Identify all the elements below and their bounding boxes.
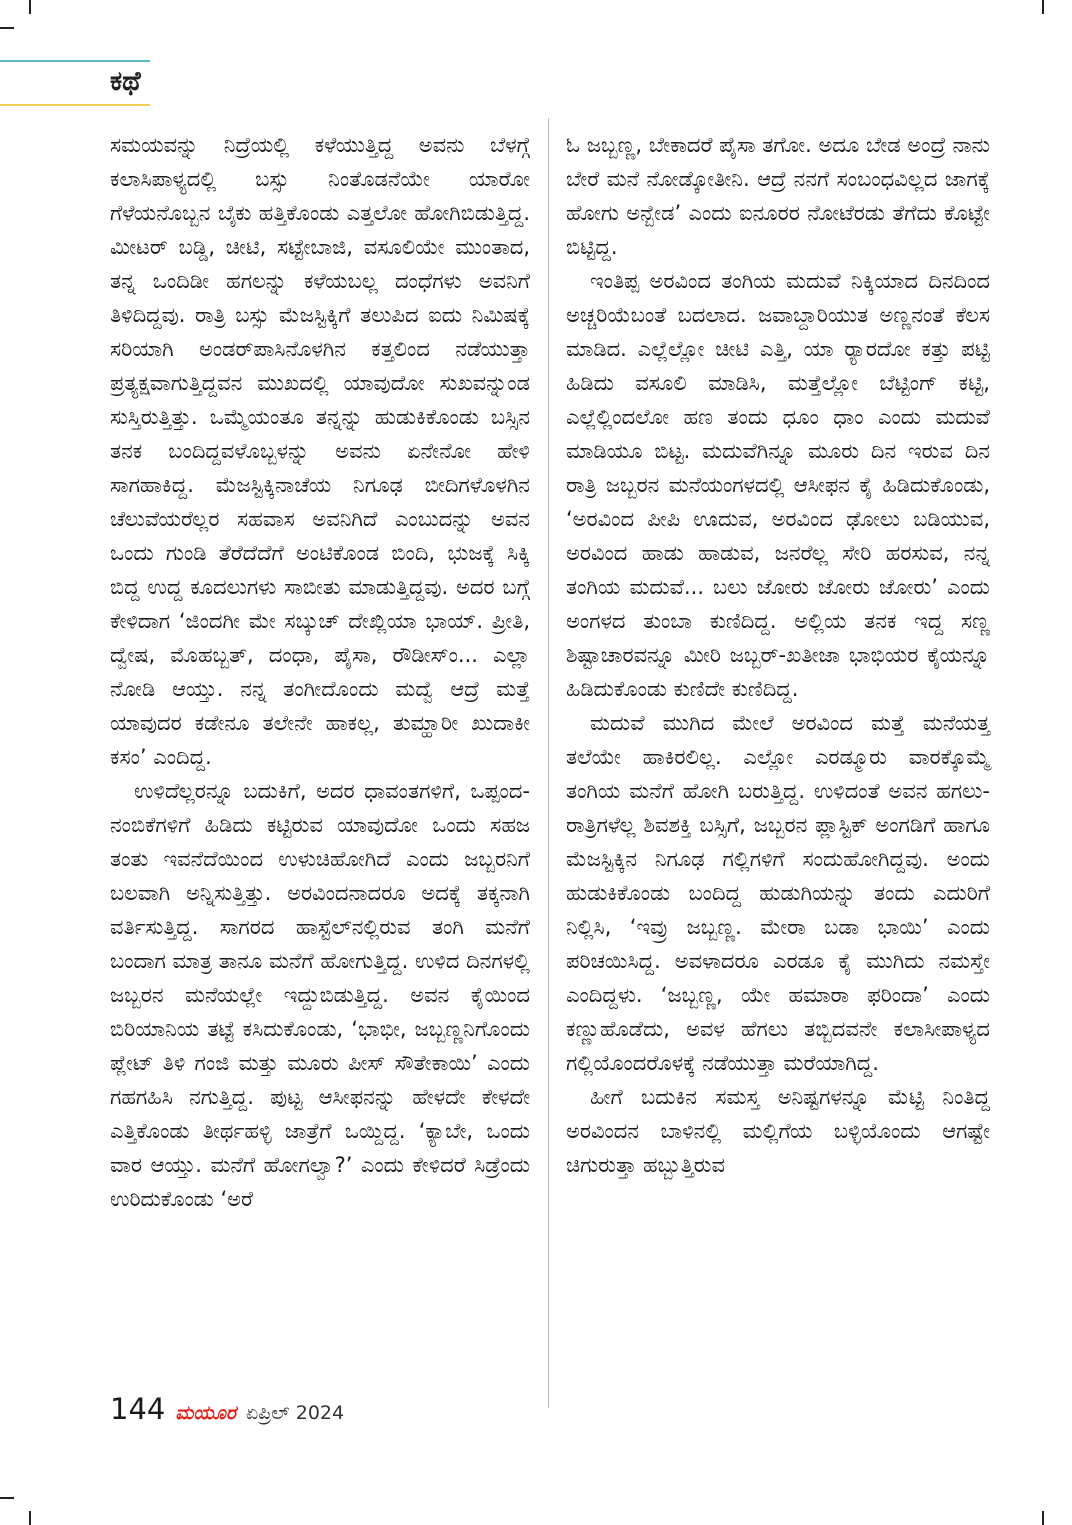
paragraph: ಸಮಯವನ್ನು ನಿದ್ರೆಯಲ್ಲಿ ಕಳೆಯುತ್ತಿದ್ದ ಅವನು ಬೆಳಗ್ಗೆ ಕಲಾಸಿಪಾಳ್ಯದಲ್ಲಿ ಬಸ್ಸು ನಿಂತೊಡನೆಯೇ ಯಾರೋ ಗೆಳೆಯನೊಬ್ಬನ ಬೈಕು ಹತ್ತಿಕೊಂಡು ಎತ್ತಲೋ ಹೋಗಿಬಿಡುತ್ತಿದ್ದ. ಮೀಟರ್ ಬಡ್ಡಿ, ಚೀಟಿ, ಸಟ್ಟೇಬಾಜಿ, ವಸೂಲಿಯೇ ಮುಂತಾದ, ತನ್ನ ಒಂದಿಡೀ ಹಗಲನ್ನು ಕಳೆಯಬಲ್ಲ ದಂಧೆಗಳು ಅವನಿಗೆ ತಿಳಿದಿದ್ದವು. ರಾತ್ರಿ ಬಸ್ಸು ಮೆಜಸ್ಟಿಕ್ಕಿಗೆ ತಲುಪಿದ ಐದು ನಿಮಿಷಕ್ಕೆ ಸರಿಯಾಗಿ ಅಂಡರ್‌ಪಾಸಿನೊಳಗಿನ ಕತ್ತಲಿಂದ ನಡೆಯುತ್ತಾ ಪ್ರತ್ಯಕ್ಷವಾಗುತ್ತಿದ್ದವನ ಮುಖದಲ್ಲಿ ಯಾವುದೋ ಸುಖವನ್ನುಂಡ ಸುಸ್ತಿರುತ್ತಿತ್ತು. ಒಮ್ಮೆಯಂತೂ ತನ್ನನ್ನು ಹುಡುಕಿಕೊಂಡು ಬಸ್ಸಿನ ತನಕ ಬಂದಿದ್ದವಳೊಬ್ಬಳನ್ನು ಅವನು ಏನೇನೋ ಹೇಳಿ ಸಾಗಹಾಕಿದ್ದ. ಮೆಜಸ್ಟಿಕ್ಕಿನಾಚೆಯ ನಿಗೂಢ ಬೀದಿಗಳೊಳಗಿನ ಚೆಲುವೆಯರೆಲ್ಲರ ಸಹವಾಸ ಅವನಿಗಿದೆ ಎಂಬುದನ್ನು ಅವನ ಒಂದು ಗುಂಡಿ ತೆರೆದೆದೆಗೆ ಅಂಟಿಕೊಂಡ ಬಿಂದಿ, ಭುಜಕ್ಕೆ ಸಿಕ್ಕಿ ಬಿದ್ದ ಉದ್ದ ಕೂದಲುಗಳು ಸಾಬೀತು ಮಾಡುತ್ತಿದ್ದವು. ಅದರ ಬಗ್ಗೆ ಕೇಳಿದಾಗ ‘ಜಿಂದಗೀ ಮೇ ಸಬ್ಕುಚ್ ದೇಖ್ಲಿಯಾ ಭಾಯ್. ಪ್ರೀತಿ, ದ್ವೇಷ, ಮೊಹಬ್ಬತ್, ದಂಧಾ, ಪೈಸಾ, ರೌಡೀಸ್ಂ... ಎಲ್ಲಾ ನೋಡಿ ಆಯ್ತು. ನನ್ನ ತಂಗೀದೊಂದು ಮದ್ವೆ ಆದ್ರೆ ಮತ್ತೆ ಯಾವುದರ ಕಡೇನೂ ತಲೇನೇ ಹಾಕಲ್ಲ, ತುಮ್ಹಾರೀ ಖುದಾಕೀ ಕಸಂ’ ಎಂದಿದ್ದ. [110,133,530,769]
article-column-right [566,128,990,1182]
section-accent-rule-bottom [0,104,150,106]
paragraph: ಇಂತಿಪ್ಪ ಅರವಿಂದ ತಂಗಿಯ ಮದುವೆ ನಿಕ್ಕಿಯಾದ ದಿನದಿಂದ ಅಚ್ಚರಿಯೆಬಂತೆ ಬದಲಾದ. ಜವಾಬ್ದಾರಿಯುತ ಅಣ್ಣನಂತೆ ಕೆಲಸ ಮಾಡಿದ. ಎಲ್ಲೆಲ್ಲೋ ಚೀಟಿ ಎತ್ತಿ, ಯಾ ರ್‍ಯಾರದೋ ಕತ್ತು ಪಟ್ಟಿ ಹಿಡಿದು ವಸೂಲಿ ಮಾಡಿಸಿ, ಮತ್ತೆಲ್ಲೋ ಬೆಟ್ಟಿಂಗ್ ಕಟ್ಟಿ, ಎಲ್ಲೆಲ್ಲಿಂದಲೋ ಹಣ ತಂದು ಧೂಂ ಧಾಂ ಎಂದು ಮದುವೆ ಮಾಡಿಯೂ ಬಿಟ್ಟ. ಮದುವೆಗಿನ್ನೂ ಮೂರು ದಿನ ಇರುವ ದಿನ ರಾತ್ರಿ ಜಬ್ಬರನ ಮನೆಯಂಗಳದಲ್ಲಿ ಆಸೀಫನ ಕೈ ಹಿಡಿದುಕೊಂಡು, ‘ಅರವಿಂದ ಪೀಪಿ ಊದುವ, ಅರವಿಂದ ಢೋಲು ಬಡಿಯುವ, ಅರವಿಂದ ಹಾಡು ಹಾಡುವ, ಜನರೆಲ್ಲ ಸೇರಿ ಹರಸುವ, ನನ್ನ ತಂಗಿಯ ಮದುವೆ... ಬಲು ಜೋರು ಜೋರು ಜೋರು’ ಎಂದು ಅಂಗಳದ ತುಂಬಾ ಕುಣಿದಿದ್ದ. ಅಲ್ಲಿಯ ತನಕ ಇದ್ದ ಸಣ್ಣ ಶಿಷ್ಟಾಚಾರವನ್ನೂ ಮೀರಿ ಜಬ್ಬರ್-ಖತೀಜಾ ಭಾಭಿಯರ ಕೈಯನ್ನೂ ಹಿಡಿದುಕೊಂಡು ಕುಣಿದೇ ಕುಣಿದಿದ್ದ. [566,269,990,701]
paragraph: ಹೀಗೆ ಬದುಕಿನ ಸಮಸ್ತ ಅನಿಷ್ಟಗಳನ್ನೂ ಮೆಟ್ಟಿ ನಿಂತಿದ್ದ ಅರವಿಂದನ ಬಾಳಿನಲ್ಲಿ ಮಲ್ಲಿಗೆಯ ಬಳ್ಳಿಯೊಂದು ಆಗಷ್ಟೇ ಚಿಗುರುತ್ತಾ ಹಬ್ಬುತ್ತಿರುವ [566,1085,990,1177]
paragraph: ಮದುವೆ ಮುಗಿದ ಮೇಲೆ ಅರವಿಂದ ಮತ್ತೆ ಮನೆಯತ್ತ ತಲೆಯೇ ಹಾಕಿರಲಿಲ್ಲ. ಎಲ್ಲೋ ಎರಡ್ಮೂರು ವಾರಕ್ಕೊಮ್ಮೆ ತಂಗಿಯ ಮನೆಗೆ ಹೋಗಿ ಬರುತ್ತಿದ್ದ. ಉಳಿದಂತೆ ಅವನ ಹಗಲು-ರಾತ್ರಿಗಳೆಲ್ಲ ಶಿವಶಕ್ತಿ ಬಸ್ಸಿಗೆ, ಜಬ್ಬರನ ಪ್ಲಾಸ್ಟಿಕ್ ಅಂಗಡಿಗೆ ಹಾಗೂ ಮೆಜಸ್ಟಿಕ್ಕಿನ ನಿಗೂಢ ಗಲ್ಲಿಗಳಿಗೆ ಸಂದುಹೋಗಿದ್ದವು. ಅಂದು ಹುಡುಕಿಕೊಂಡು ಬಂದಿದ್ದ ಹುಡುಗಿಯನ್ನು ತಂದು ಎದುರಿಗೆ ನಿಲ್ಲಿಸಿ, ‘ಇವ್ರು ಜಬ್ಬಣ್ಣ. ಮೇರಾ ಬಡಾ ಭಾಯಿ’ ಎಂದು ಪರಿಚಯಿಸಿದ್ದ. ಅವಳಾದರೂ ಎರಡೂ ಕೈ ಮುಗಿದು ನಮಸ್ತೇ ಎಂದಿದ್ದಳು. ‘ಜಬ್ಬಣ್ಣ, ಯೇ ಹಮಾರಾ ಫರಿಂದಾ’ ಎಂದು ಕಣ್ಣುಹೊಡೆದು, ಅವಳ ಹೆಗಲು ತಬ್ಬಿದವನೇ ಕಲಾಸೀಪಾಳ್ಯದ ಗಲ್ಲಿಯೊಂದರೊಳಕ್ಕೆ ನಡೆಯುತ್ತಾ ಮರೆಯಾಗಿದ್ದ. [566,711,990,1075]
article-column-left [110,128,530,1216]
crop-mark [0,1497,14,1499]
page-footer [110,1392,344,1426]
paragraph: ಉಳಿದೆಲ್ಲರನ್ನೂ ಬದುಕಿಗೆ, ಅದರ ಧಾವಂತಗಳಿಗೆ, ಒಪ್ಪಂದ-ನಂಬಿಕೆಗಳಿಗೆ ಹಿಡಿದು ಕಟ್ಟಿರುವ ಯಾವುದೋ ಒಂದು ಸಹಜ ತಂತು ಇವನೆದೆಯಿಂದ ಉಳುಚಿಹೋಗಿದೆ ಎಂದು ಜಬ್ಬರನಿಗೆ ಬಲವಾಗಿ ಅನ್ನಿಸುತ್ತಿತ್ತು. ಅರವಿಂದನಾದರೂ ಅದಕ್ಕೆ ತಕ್ಕನಾಗಿ ವರ್ತಿಸುತ್ತಿದ್ದ. ಸಾಗರದ ಹಾಸ್ಟೆಲ್‌ನಲ್ಲಿರುವ ತಂಗಿ ಮನೆಗೆ ಬಂದಾಗ ಮಾತ್ರ ತಾನೂ ಮನೆಗೆ ಹೋಗುತ್ತಿದ್ದ. ಉಳಿದ ದಿನಗಳಲ್ಲಿ ಜಬ್ಬರನ ಮನೆಯಲ್ಲೇ ಇದ್ದುಬಿಡುತ್ತಿದ್ದ. ಅವನ ಕೈಯಿಂದ ಬಿರಿಯಾನಿಯ ತಟ್ಟೆ ಕಸಿದುಕೊಂಡು, ‘ಭಾಭೀ, ಜಬ್ಬಣ್ಣನಿಗೊಂದು ಪ್ಲೇಟ್ ತಿಳಿ ಗಂಜಿ ಮತ್ತು ಮೂರು ಪೀಸ್ ಸೌತೇಕಾಯಿ’ ಎಂದು ಗಹಗಹಿಸಿ ನಗುತ್ತಿದ್ದ. ಪುಟ್ಟ ಆಸೀಫನನ್ನು ಹೇಳದೇ ಕೇಳದೇ ಎತ್ತಿಕೊಂಡು ತೀರ್ಥಹಳ್ಳಿ ಜಾತ್ರೆಗೆ ಒಯ್ದಿದ್ದ. ‘ಕ್ಯಾಬೇ, ಒಂದು ವಾರ ಆಯ್ತು. ಮನೆಗೆ ಹೋಗಲ್ವಾ?’ ಎಂದು ಕೇಳಿದರೆ ಸಿಡ್ರೆಂದು ಉರಿದುಕೊಂಡು ‘ಅರೆ [110,779,530,1211]
crop-mark [29,1511,31,1525]
magazine-logo: ಮಯೂರ [175,1402,236,1424]
crop-mark [1042,1511,1044,1525]
section-accent-rule-top [0,60,150,62]
crop-mark [1042,0,1044,14]
crop-mark [29,0,31,14]
column-divider [548,118,549,1408]
paragraph: ಓ ಜಬ್ಬಣ್ಣ, ಬೇಕಾದರೆ ಪೈಸಾ ತಗೋ. ಅದೂ ಬೇಡ ಅಂದ್ರೆ ನಾನು ಬೇರೆ ಮನೆ ನೋಡ್ಕೋತೀನಿ. ಆದ್ರೆ ನನಗೆ ಸಂಬಂಧವಿಲ್ಲದ ಜಾಗಕ್ಕೆ ಹೋಗು ಅನ್ಬೇಡ’ ಎಂದು ಐನೂರರ ನೋಟೆರಡು ತೆಗೆದು ಕೊಟ್ಟೇ ಬಿಟ್ಟಿದ್ದ. [566,133,990,259]
issue-date: ಏಪ್ರಿಲ್ 2024 [245,1402,345,1424]
page-number: 144 [110,1392,166,1426]
crop-mark [0,27,14,29]
section-label: ಕಥೆ [110,66,141,97]
